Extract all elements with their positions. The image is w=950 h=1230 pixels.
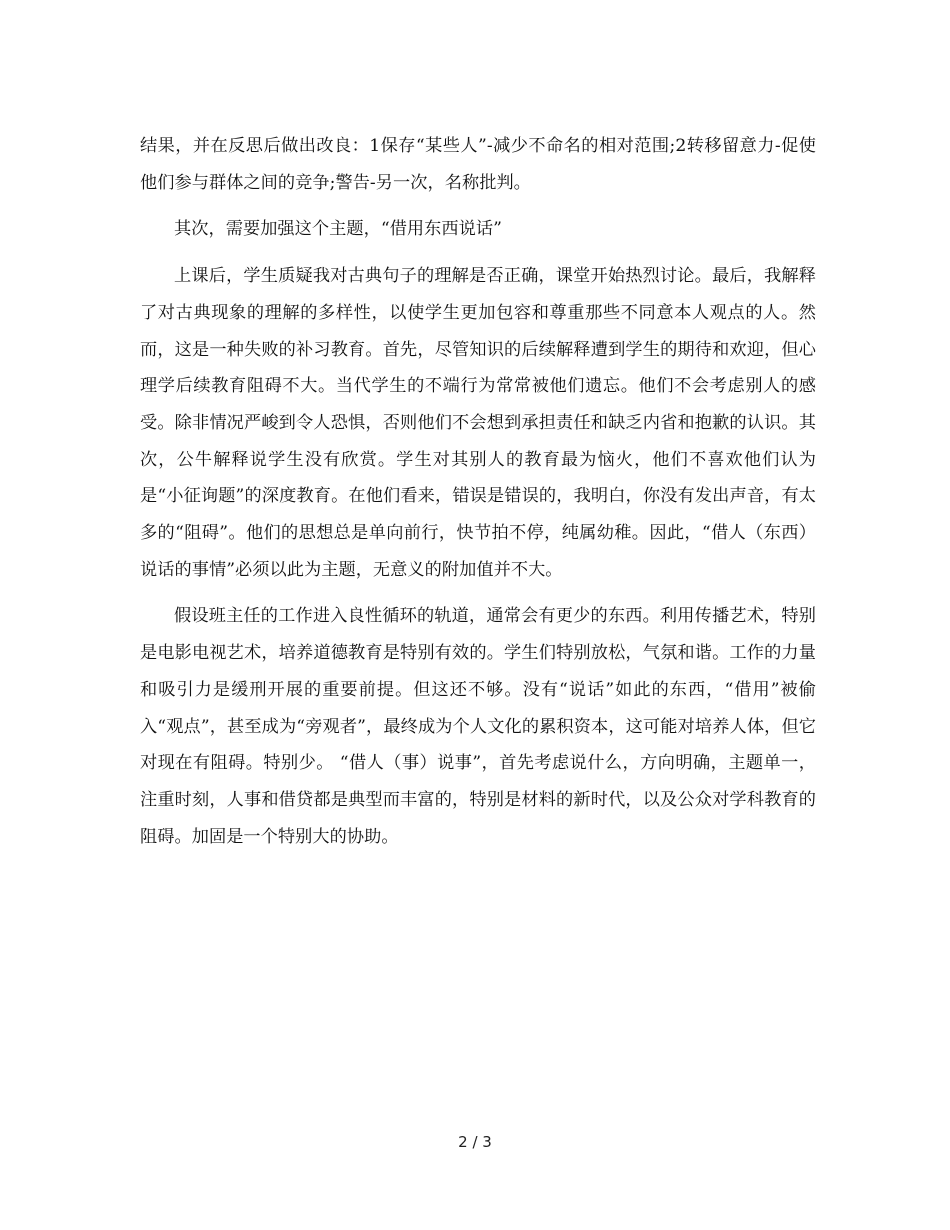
paragraph-classroom-discussion: 上课后，学生质疑我对古典句子的理解是否正确，课堂开始热烈讨论。最后，我解释了对古典现象的理解的多样性，以使学生更加包容和尊重那些不同意本人观点的人。然而，这是一种失败的补习教育。首先，尽管知识的后续解释遭到学生的期待和欢迎，但心理学后续教育阻碍不大。当代学生的不端行为常常被他们遗忘。他们不会考虑别人的感受。除非情况严峻到令人恐惧，否则他们不会想到承担责任和缺乏内省和抱歉的认识。其次，公牛解释说学生没有欣赏。学生对其别人的教育最为恼火，他们不喜欢他们认为是“小征询题”的深度教育。在他们看来，错误是错误的，我明白，你没有发出声音，有太多的“阻碍”。他们的思想总是单向前行，快节拍不停，纯属幼稚。因此，“借人（东西）说话的事情”必须以此为主题，无意义的附加值并不大。 [140,266,816,580]
document-body [140,128,816,865]
paragraph-heading-second: 其次，需要加强这个主题，“借用东西说话” [174,219,502,240]
page-number: 2 / 3 [458,1133,492,1151]
paragraph-head-teacher-work: 假设班主任的工作进入良性循环的轨道，通常会有更少的东西。利用传播艺术，特别是电影电视艺术，培养道德教育是特别有效的。学生们特别放松，气氛和谐。工作的力量和吸引力是缓刑开展的重要前提。但这还不够。没有“说话”如此的东西，“借用”被偷入“观点”，甚至成为“旁观者”，最终成为个人文化的累积资本，这可能对培养人体，但它对现在有阻碍。特别少。 “借人（事）说事”，首先考虑说什么，方向明确，主题单一，注重时刻，人事和借贷都是典型而丰富的，特别是材料的新时代，以及公众对学科教育的阻碍。加固是一个特别大的协助。 [140,606,816,847]
paragraph-continuation: 结果，并在反思后做出改良：1保存“某些人”-减少不命名的相对范围;2转移留意力-促使他们参与群体之间的竞争;警告-另一次，名称批判。 [140,136,816,193]
